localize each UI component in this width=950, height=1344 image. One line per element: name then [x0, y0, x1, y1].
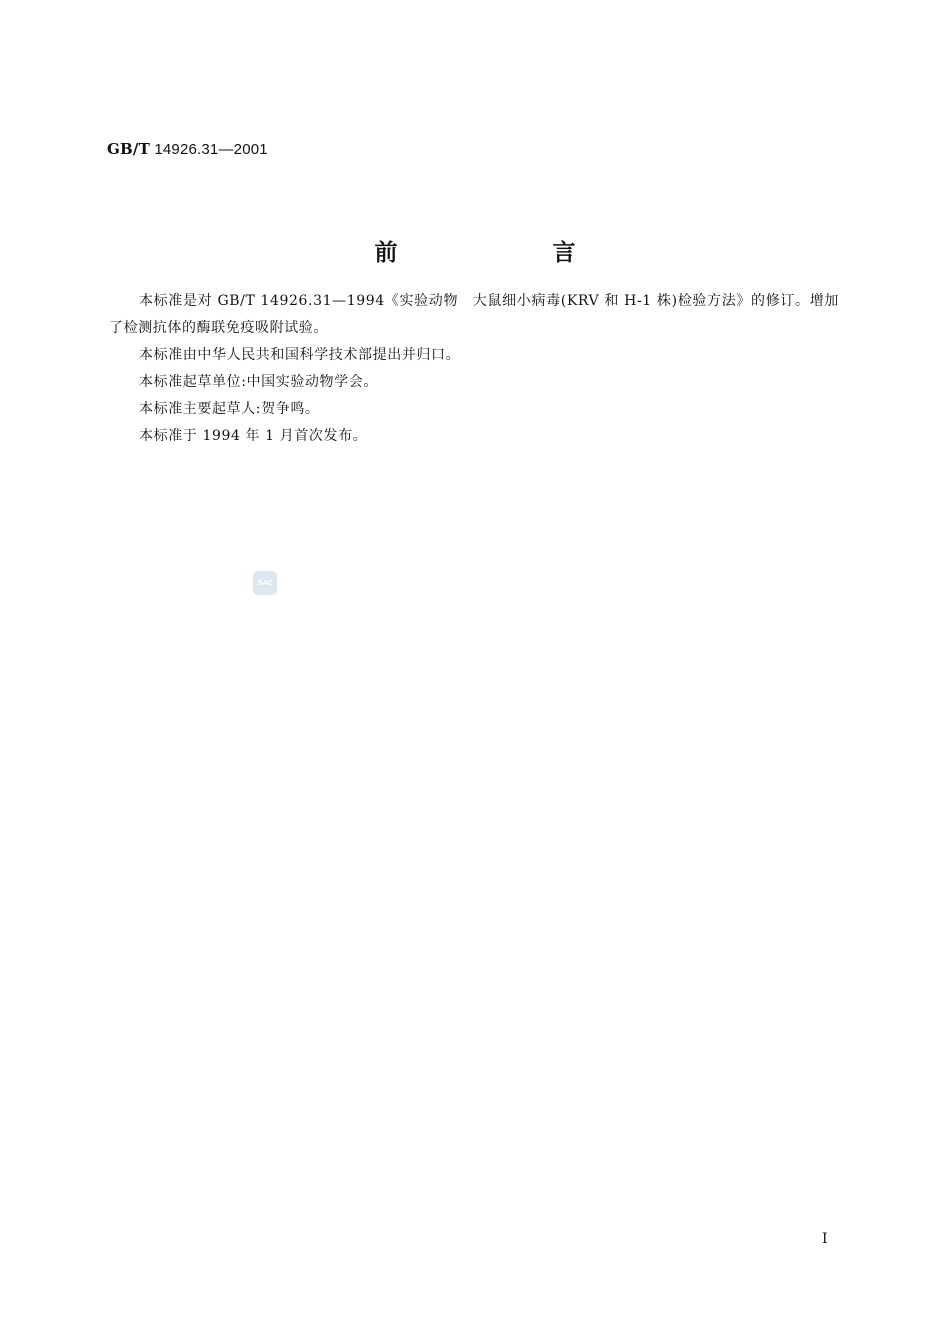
foreword-paragraph-drafting-unit: 本标准起草单位:中国实验动物学会。	[139, 374, 378, 390]
standard-prefix: GB/T	[107, 140, 150, 158]
section-title: 前 言	[374, 240, 642, 266]
foreword-paragraph-first-issue: 本标准于 1994 年 1 月首次发布。	[139, 428, 368, 444]
foreword-paragraph-drafter: 本标准主要起草人:贺争鸣。	[139, 401, 320, 417]
foreword-paragraph-revision: 本标准是对 GB/T 14926.31—1994《实验动物 大鼠细小病毒(KRV 和 H-1 株)检验方法》的修订。增加了检测抗体的酶联免疫吸附试验。	[109, 293, 839, 336]
sac-watermark-logo: SAC	[253, 571, 277, 595]
foreword-paragraph-proposer: 本标准由中华人民共和国科学技术部提出并归口。	[139, 347, 461, 363]
foreword-body	[109, 288, 839, 450]
page-number: I	[822, 1231, 828, 1247]
standard-code: 14926.31—2001	[154, 141, 268, 158]
standard-number	[107, 140, 268, 158]
